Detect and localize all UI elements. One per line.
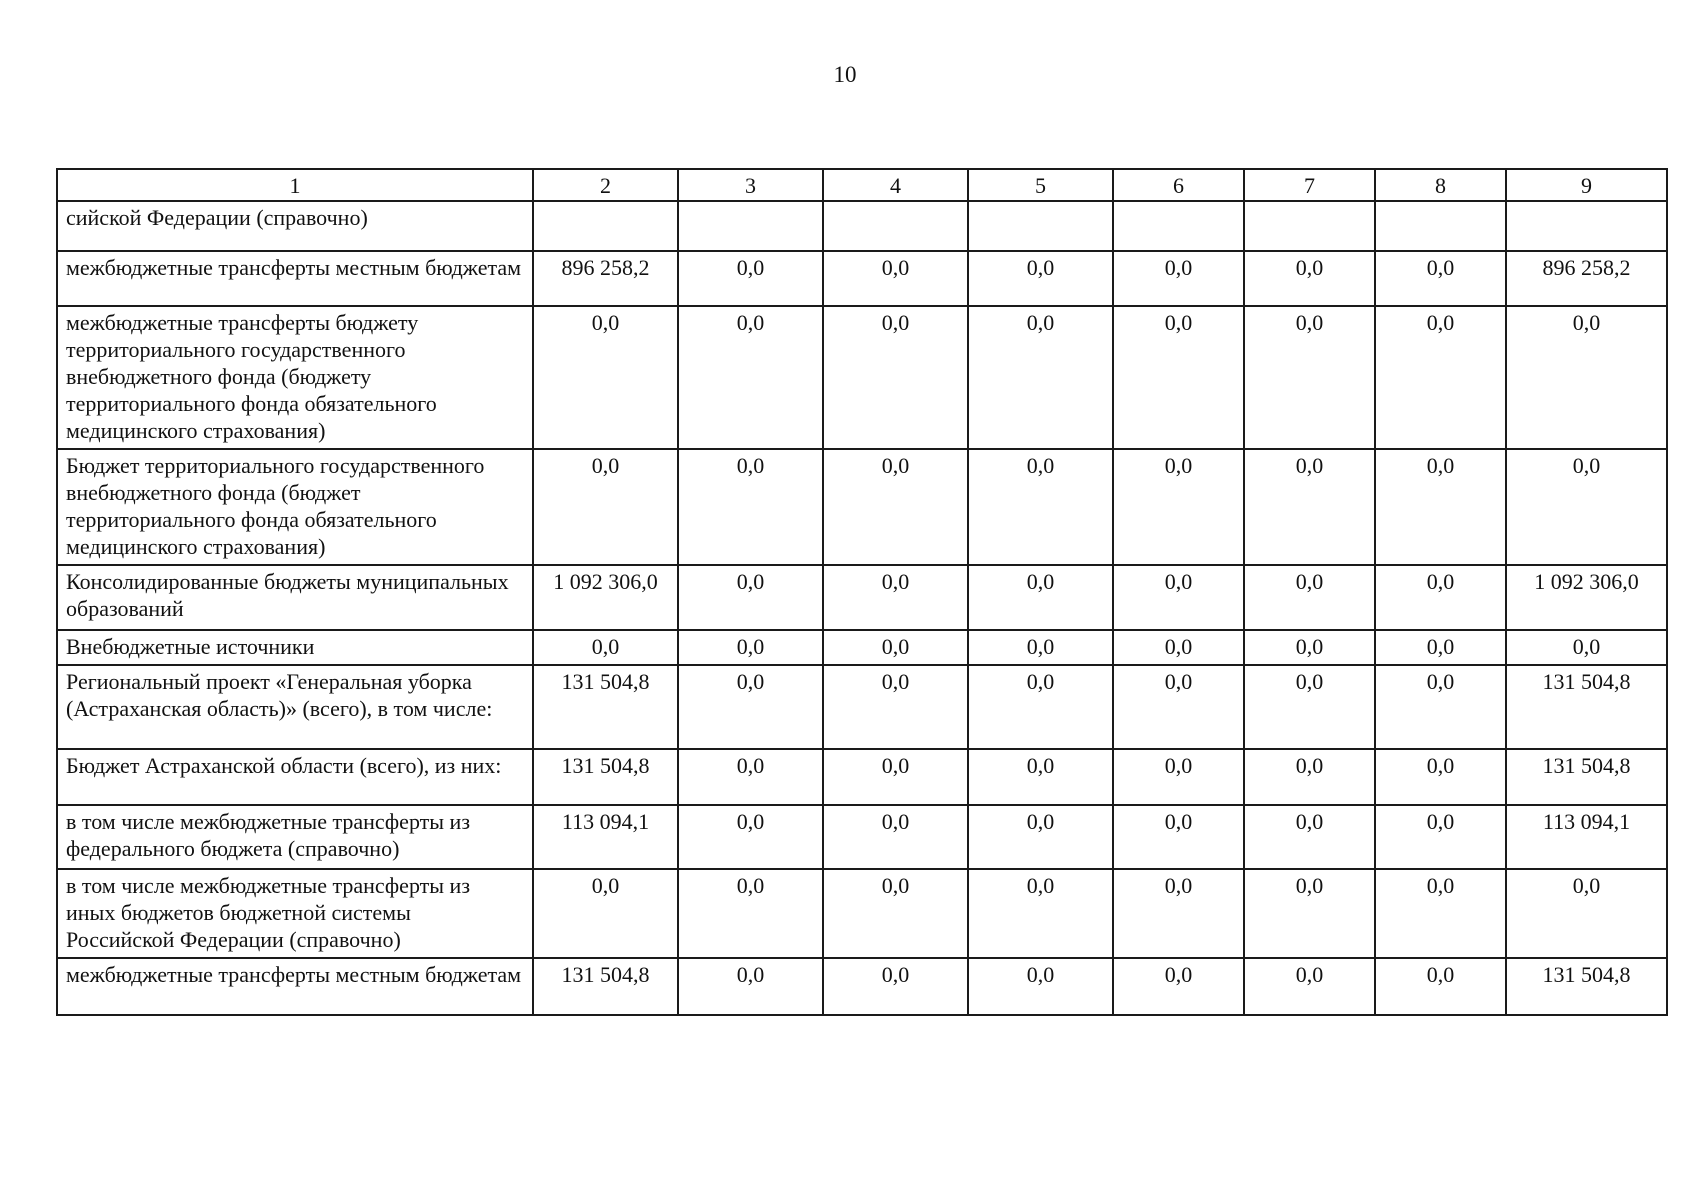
cell-value: 0,0 xyxy=(1244,749,1375,805)
table-row xyxy=(57,630,1667,665)
cell-value: 0,0 xyxy=(1244,565,1375,630)
column-header: 9 xyxy=(1506,169,1667,201)
cell-value: 0,0 xyxy=(1375,665,1506,749)
row-label: Бюджет Астраханской области (всего), из них: xyxy=(57,749,533,805)
cell-value: 0,0 xyxy=(1113,869,1244,958)
cell-value xyxy=(1244,201,1375,251)
cell-value: 0,0 xyxy=(1375,251,1506,306)
cell-value: 0,0 xyxy=(823,565,968,630)
cell-value: 0,0 xyxy=(1244,449,1375,565)
cell-value: 0,0 xyxy=(968,665,1113,749)
cell-value: 0,0 xyxy=(823,869,968,958)
table-row xyxy=(57,749,1667,805)
cell-value: 0,0 xyxy=(678,630,823,665)
cell-value: 0,0 xyxy=(1244,869,1375,958)
cell-value: 0,0 xyxy=(823,665,968,749)
cell-value: 0,0 xyxy=(533,306,678,449)
cell-value xyxy=(968,201,1113,251)
cell-value: 0,0 xyxy=(823,958,968,1015)
table-row xyxy=(57,665,1667,749)
cell-value: 1 092 306,0 xyxy=(1506,565,1667,630)
cell-value: 0,0 xyxy=(1506,449,1667,565)
cell-value: 0,0 xyxy=(968,565,1113,630)
cell-value: 0,0 xyxy=(1113,306,1244,449)
column-header: 7 xyxy=(1244,169,1375,201)
table-row xyxy=(57,201,1667,251)
cell-value: 0,0 xyxy=(968,306,1113,449)
cell-value: 0,0 xyxy=(968,805,1113,869)
cell-value: 0,0 xyxy=(1506,306,1667,449)
cell-value: 113 094,1 xyxy=(1506,805,1667,869)
cell-value: 0,0 xyxy=(1113,665,1244,749)
cell-value: 0,0 xyxy=(678,449,823,565)
cell-value: 0,0 xyxy=(1244,958,1375,1015)
cell-value: 0,0 xyxy=(1375,805,1506,869)
cell-value: 0,0 xyxy=(1375,449,1506,565)
cell-value: 131 504,8 xyxy=(1506,958,1667,1015)
cell-value: 0,0 xyxy=(678,958,823,1015)
cell-value: 0,0 xyxy=(1113,449,1244,565)
row-label: в том числе межбюджетные трансферты из иных бюджетов бюджетной системы Российской Федерации (справочно) xyxy=(57,869,533,958)
row-label: Консолидированные бюджеты муниципальных образований xyxy=(57,565,533,630)
cell-value: 131 504,8 xyxy=(533,749,678,805)
row-label: Бюджет территориального государственного внебюджетного фонда (бюджет территориального фонда обязательного медицинского страхования) xyxy=(57,449,533,565)
cell-value xyxy=(1506,201,1667,251)
cell-value xyxy=(1113,201,1244,251)
cell-value: 0,0 xyxy=(1244,805,1375,869)
cell-value: 0,0 xyxy=(968,749,1113,805)
cell-value xyxy=(823,201,968,251)
cell-value: 131 504,8 xyxy=(1506,665,1667,749)
cell-value: 1 092 306,0 xyxy=(533,565,678,630)
cell-value: 0,0 xyxy=(678,869,823,958)
cell-value: 0,0 xyxy=(1244,306,1375,449)
cell-value: 0,0 xyxy=(1375,630,1506,665)
table-row xyxy=(57,251,1667,306)
cell-value: 0,0 xyxy=(1375,306,1506,449)
cell-value: 0,0 xyxy=(968,449,1113,565)
row-label: межбюджетные трансферты бюджету территориального государственного внебюджетного фонда (бюджету территориального фонда обязательного медицинского страхования) xyxy=(57,306,533,449)
cell-value: 0,0 xyxy=(1244,665,1375,749)
cell-value: 0,0 xyxy=(678,665,823,749)
page-number: 10 xyxy=(833,62,857,87)
cell-value: 0,0 xyxy=(823,251,968,306)
cell-value: 0,0 xyxy=(678,306,823,449)
row-label: Региональный проект «Генеральная уборка (Астраханская область)» (всего), в том числе: xyxy=(57,665,533,749)
column-header: 1 xyxy=(57,169,533,201)
column-header: 6 xyxy=(1113,169,1244,201)
cell-value: 0,0 xyxy=(1113,749,1244,805)
column-header: 2 xyxy=(533,169,678,201)
row-label: в том числе межбюджетные трансферты из федерального бюджета (справочно) xyxy=(57,805,533,869)
column-number-row xyxy=(57,169,1667,201)
cell-value xyxy=(1375,201,1506,251)
budget-table xyxy=(56,168,1668,1016)
cell-value: 0,0 xyxy=(1375,749,1506,805)
cell-value: 113 094,1 xyxy=(533,805,678,869)
row-label: сийской Федерации (справочно) xyxy=(57,201,533,251)
table-row xyxy=(57,805,1667,869)
cell-value: 0,0 xyxy=(1113,565,1244,630)
cell-value: 0,0 xyxy=(1113,958,1244,1015)
cell-value: 131 504,8 xyxy=(533,665,678,749)
cell-value: 0,0 xyxy=(968,251,1113,306)
cell-value: 0,0 xyxy=(1244,630,1375,665)
cell-value: 0,0 xyxy=(678,749,823,805)
cell-value: 0,0 xyxy=(678,251,823,306)
cell-value: 0,0 xyxy=(533,630,678,665)
row-label: межбюджетные трансферты местным бюджетам xyxy=(57,958,533,1015)
cell-value: 0,0 xyxy=(1506,630,1667,665)
cell-value: 0,0 xyxy=(968,869,1113,958)
column-header: 3 xyxy=(678,169,823,201)
cell-value: 0,0 xyxy=(823,449,968,565)
cell-value: 0,0 xyxy=(1506,869,1667,958)
cell-value: 896 258,2 xyxy=(1506,251,1667,306)
cell-value: 0,0 xyxy=(678,565,823,630)
cell-value: 0,0 xyxy=(1375,869,1506,958)
cell-value: 0,0 xyxy=(823,630,968,665)
cell-value: 0,0 xyxy=(1113,805,1244,869)
cell-value: 0,0 xyxy=(823,805,968,869)
cell-value: 0,0 xyxy=(823,306,968,449)
cell-value xyxy=(678,201,823,251)
cell-value: 0,0 xyxy=(968,958,1113,1015)
cell-value: 0,0 xyxy=(533,449,678,565)
cell-value: 0,0 xyxy=(968,630,1113,665)
table-row xyxy=(57,565,1667,630)
column-header: 4 xyxy=(823,169,968,201)
column-header: 8 xyxy=(1375,169,1506,201)
row-label: межбюджетные трансферты местным бюджетам xyxy=(57,251,533,306)
cell-value xyxy=(533,201,678,251)
cell-value: 896 258,2 xyxy=(533,251,678,306)
column-header: 5 xyxy=(968,169,1113,201)
cell-value: 0,0 xyxy=(1113,630,1244,665)
row-label: Внебюджетные источники xyxy=(57,630,533,665)
cell-value: 0,0 xyxy=(1244,251,1375,306)
cell-value: 0,0 xyxy=(678,805,823,869)
table-row xyxy=(57,306,1667,449)
cell-value: 0,0 xyxy=(1375,565,1506,630)
table-row xyxy=(57,958,1667,1015)
cell-value: 0,0 xyxy=(1375,958,1506,1015)
cell-value: 131 504,8 xyxy=(1506,749,1667,805)
cell-value: 0,0 xyxy=(533,869,678,958)
cell-value: 0,0 xyxy=(1113,251,1244,306)
table-row xyxy=(57,449,1667,565)
cell-value: 0,0 xyxy=(823,749,968,805)
cell-value: 131 504,8 xyxy=(533,958,678,1015)
table-row xyxy=(57,869,1667,958)
